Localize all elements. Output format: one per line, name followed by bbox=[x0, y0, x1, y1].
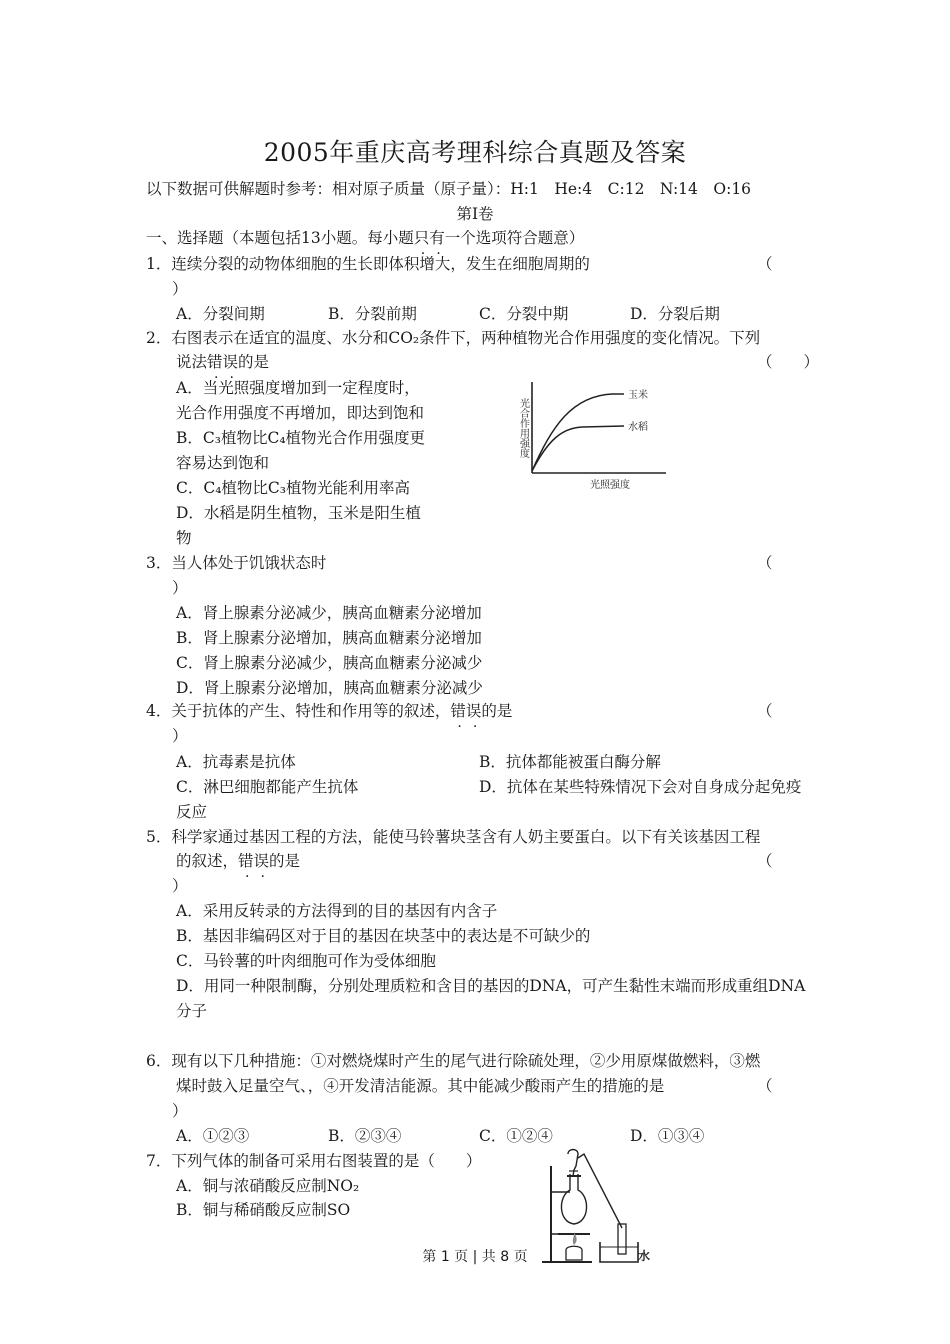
q2-option-d-line2: 物 bbox=[176, 529, 192, 547]
q2-paren: （ ） bbox=[757, 353, 820, 371]
q2-stem-line2-d: 的是 bbox=[238, 353, 270, 371]
q4-paren-close: ） bbox=[172, 727, 188, 745]
q5-stem-line2-b: 错 bbox=[238, 852, 254, 870]
q5-option-a: A．采用反转录的方法得到的目的基因有内含子 bbox=[176, 902, 498, 920]
q3-option-b: B．肾上腺素分泌增加，胰高血糖素分泌增加 bbox=[176, 629, 482, 647]
q6-stem-line2: 煤时鼓入足量空气、，④开发清洁能源。其中能减少酸雨产生的措施的是 bbox=[176, 1077, 665, 1095]
q5-stem-line2-a: 的叙述， bbox=[176, 852, 239, 870]
q2-option-a-line2: 光合作用强度不再增加，即达到饱和 bbox=[176, 404, 425, 422]
page-footer: 第 1 页 | 共 8 页 bbox=[422, 1249, 528, 1265]
rice-label: 水稻 bbox=[628, 422, 648, 433]
q4-stem bbox=[146, 699, 512, 721]
q2-stem-line2 bbox=[176, 350, 269, 372]
q4-option-a: A．抗毒素是抗体 bbox=[176, 753, 296, 771]
q2-option-b-line1: B．C₃植物比C₄植物光合作用强度更 bbox=[176, 429, 426, 447]
q2-stem: 2．右图表示在适宜的温度、水分和CO₂条件下，两种植物光合作用强度的变化情况。下列 bbox=[146, 329, 761, 347]
rice-curve bbox=[532, 426, 624, 471]
q7-option-b: B．铜与稀硝酸反应制SO bbox=[176, 1201, 351, 1219]
q1-option-a: A．分裂间期 bbox=[176, 305, 265, 323]
q5-option-d: D．用同一种限制酶，分别处理质粒和含目的基因的DNA，可产生黏性末端而形成重组DNA bbox=[176, 977, 806, 995]
q1-paren-close: ） bbox=[172, 280, 188, 298]
q3-paren-close: ） bbox=[172, 579, 188, 597]
q6-option-a: A．①②③ bbox=[176, 1127, 250, 1145]
q5-stem-line2 bbox=[176, 849, 300, 871]
q5-stem-line2-c: 误 bbox=[253, 852, 270, 870]
q6-option-b: B．②③④ bbox=[328, 1127, 402, 1145]
q5-stem-line2-d: 的是 bbox=[269, 852, 301, 870]
q6-option-c: C．①②④ bbox=[479, 1127, 553, 1145]
q5-option-d-line2: 分子 bbox=[176, 1002, 208, 1020]
q3-paren-open: （ bbox=[757, 554, 773, 572]
q7-option-a: A．铜与浓硝酸反应制NO₂ bbox=[176, 1177, 360, 1195]
section-heading-b: 只 bbox=[413, 229, 430, 247]
q5-stem: 5．科学家通过基因工程的方法，能使马铃薯块茎含有人奶主要蛋白。以下有关该基因工程 bbox=[146, 828, 761, 846]
q1-paren-open: （ bbox=[757, 255, 773, 273]
chart-y-label: 光合作用强度 bbox=[517, 398, 529, 458]
q2-stem-line2-b: 错 bbox=[207, 353, 223, 371]
water-label: 水 bbox=[638, 1249, 651, 1263]
chart-x-label: 光照强度 bbox=[590, 480, 630, 491]
q4-stem-d: 的是 bbox=[481, 702, 513, 720]
section-heading-d: 一个选项符合题意） bbox=[444, 229, 585, 247]
separatory-funnel bbox=[568, 1150, 578, 1177]
q5-paren-open: （ bbox=[757, 852, 773, 870]
q4-stem-a: 4．关于抗体的产生、特性和作用等的叙述， bbox=[146, 702, 451, 720]
q5-option-b: B．基因非编码区对于目的基因在块茎中的表达是不可缺少的 bbox=[176, 927, 591, 945]
q4-paren-open: （ bbox=[757, 702, 773, 720]
q5-option-c: C．马铃薯的叶肉细胞可作为受体细胞 bbox=[176, 952, 436, 970]
section-heading-a: 一、选择题（本题包括13小题。每小题 bbox=[146, 229, 414, 247]
q2-option-c: C．C₄植物比C₃植物光能利用率高 bbox=[176, 479, 411, 497]
q6-option-d: D．①③④ bbox=[630, 1127, 705, 1145]
q1-option-c: C．分裂中期 bbox=[479, 305, 569, 323]
q2-option-a-line1: A．当光照强度增加到一定程度时， bbox=[176, 379, 420, 397]
q4-stem-c: 误 bbox=[465, 702, 482, 720]
q3-stem: 3．当人体处于饥饿状态时 bbox=[146, 554, 327, 572]
section-heading-c: 有 bbox=[429, 229, 445, 247]
corn-curve bbox=[532, 394, 624, 471]
q4-option-d: D．抗体在某些特殊情况下会对自身成分起免疫 bbox=[479, 778, 802, 796]
q5-paren-close: ） bbox=[172, 877, 188, 895]
page-title: 2005年重庆高考理科综合真题及答案 bbox=[263, 138, 687, 167]
q4-stem-b: 错 bbox=[450, 702, 466, 720]
q4-option-b: B．抗体都能被蛋白酶分解 bbox=[479, 753, 661, 771]
q7-stem: 7．下列气体的制备可采用右图装置的是（ ） bbox=[146, 1152, 482, 1170]
q4-option-d-line2: 反应 bbox=[176, 803, 208, 821]
q6-paren-open: （ bbox=[757, 1077, 773, 1095]
q1-option-b: B．分裂前期 bbox=[328, 305, 417, 323]
q2-option-d-line1: D．水稻是阴生植物，玉米是阳生植 bbox=[176, 504, 421, 522]
q3-option-d: D．肾上腺素分泌增加，胰高血糖素分泌减少 bbox=[176, 679, 483, 697]
q4-option-c: C．淋巴细胞都能产生抗体 bbox=[176, 778, 359, 796]
q6-paren-close: ） bbox=[172, 1102, 188, 1120]
q3-option-a: A．肾上腺素分泌减少，胰高血糖素分泌增加 bbox=[176, 604, 482, 622]
q2-stem-line2-c: 误 bbox=[222, 353, 239, 371]
q1-option-d: D．分裂后期 bbox=[630, 305, 720, 323]
photosynthesis-chart bbox=[510, 378, 670, 496]
section-heading bbox=[146, 226, 584, 248]
reference-note: 以下数据可供解题时参考：相对原子质量（原子量）：H:1 He:4 C:12 N:14 O:16 bbox=[146, 180, 752, 198]
corn-label: 玉米 bbox=[628, 390, 648, 401]
q3-option-c: C．肾上腺素分泌减少，胰高血糖素分泌减少 bbox=[176, 654, 483, 672]
q6-stem: 6．现有以下几种措施：①对燃烧煤时产生的尾气进行除硫处理，②少用原煤做燃料，③燃 bbox=[146, 1052, 761, 1070]
q2-option-b-line2: 容易达到饱和 bbox=[176, 454, 270, 472]
q2-stem-line2-a: 说法 bbox=[176, 353, 208, 371]
q1-stem: 1．连续分裂的动物体细胞的生长即体积增大，发生在细胞周期的 bbox=[146, 255, 590, 273]
flask-body bbox=[561, 1174, 586, 1224]
volume-label: 第Ⅰ卷 bbox=[456, 205, 494, 223]
